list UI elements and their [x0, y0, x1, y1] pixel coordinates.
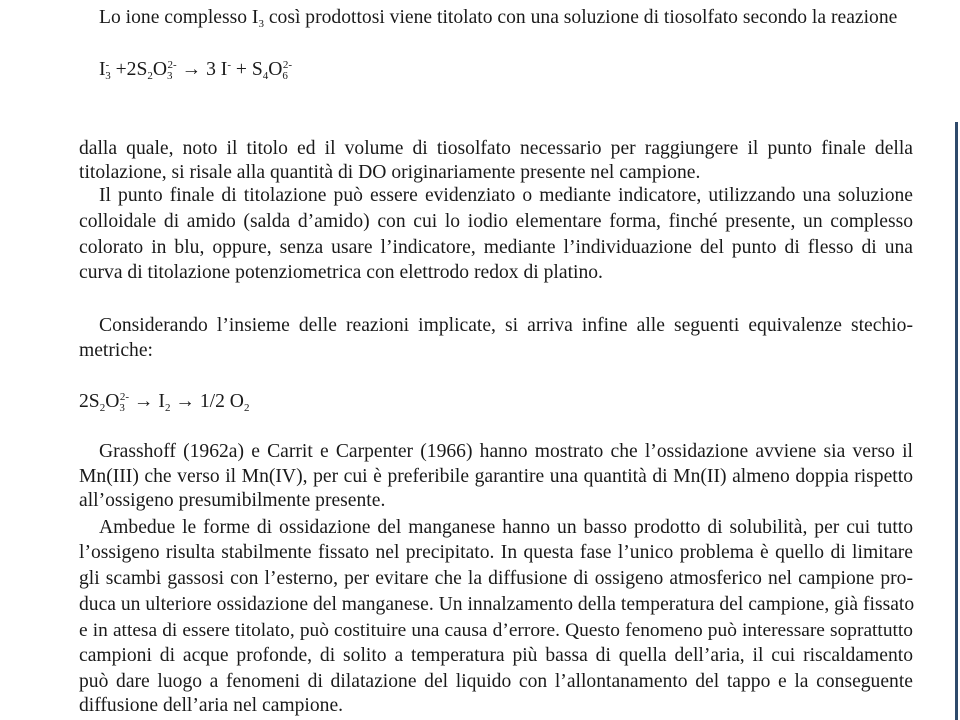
paragraph-3-line-6: gli scambi gassosi con l’esterno, per evitare che la diffusione di ossigeno atmosferico nel campione pro- — [79, 568, 913, 589]
paragraph-3-line-2: Mn(III) che verso il Mn(IV), per cui è preferibile garantire una quantità di Mn(II) almeno doppia rispetto — [79, 466, 913, 487]
paragraph-1-line-4: colloidale di amido (salda d’amido) con cui lo iodio elementare forma, finché presente, un complesso — [79, 211, 913, 232]
paragraph-3-line-7: duca un ulteriore ossidazione del manganese. Un innalzamento della temperatura del campione, già fissato — [79, 594, 915, 615]
right-margin-rule — [955, 122, 958, 720]
paragraph-1-line-2: titolazione, si risale alla quantità di DO originariamente presente nel campione. — [79, 162, 701, 183]
paragraph-3-line-1: Grasshoff (1962a) e Carrit e Carpenter (1966) hanno mostrato che l’ossidazione avviene sia verso il — [99, 441, 913, 462]
paragraph-3-line-5: l’ossigeno risulta stabilmente fissato nel precipitato. In questa fase l’unico problema è quello di limitare — [79, 542, 913, 563]
paragraph-2-line-1: Considerando l’insieme delle reazioni implicate, si arriva infine alle seguenti equivalenze stechio- — [99, 315, 913, 336]
paragraph-3-line-11: diffusione dell’aria nel campione. — [79, 695, 344, 716]
paragraph-2-line-2: metriche: — [79, 340, 153, 361]
paragraph-3-line-4: Ambedue le forme di ossidazione del manganese hanno un basso prodotto di solubilità, per cui tutto — [99, 517, 913, 538]
paragraph-1-line-3: Il punto finale di titolazione può essere evidenziato o mediante indicatore, utilizzando una soluzione — [99, 185, 913, 206]
paragraph-3-line-8: e in attesa di essere titolato, può costituire una causa d’errore. Questo fenomeno può interessare soprattutto — [79, 620, 913, 641]
paragraph-1-line-1: dalla quale, noto il titolo ed il volume di tiosolfato necessario per raggiungere il punto finale della — [79, 138, 913, 159]
reaction-equation-1: $I^-_3 +2S_2O_3^{2-} \to 3$ $I^- + S_4O_6^{2-}$ — [99, 59, 293, 82]
paragraph-3-line-9: campioni di acque profonde, di solito a temperatura più bassa di quella dell’aria, il cui riscaldamento — [79, 645, 913, 666]
paragraph-1-line-6: curva di titolazione potenziometrica con elettrodo redox di platino. — [79, 262, 603, 283]
reaction-equation-2: $2S_2O_3^{2-} \to I_2 \to 1/2$ $O_2$ — [79, 391, 250, 414]
paragraph-3-line-3: all’ossigeno presumibilmente presente. — [79, 490, 386, 511]
paragraph-3-line-10: può dare luogo a fenomeni di dilatazione del liquido con l’allontanamento del tappo e la conseguente — [79, 671, 913, 692]
paragraph-1-line-5: colorato in blu, oppure, senza usare l’indicatore, mediante l’individuazione del punto di flesso di una — [79, 237, 913, 258]
intro-line: Lo ione complesso $I_3$ così prodottosi viene titolato con una soluzione di tiosolfato secondo la reazione — [99, 7, 898, 30]
